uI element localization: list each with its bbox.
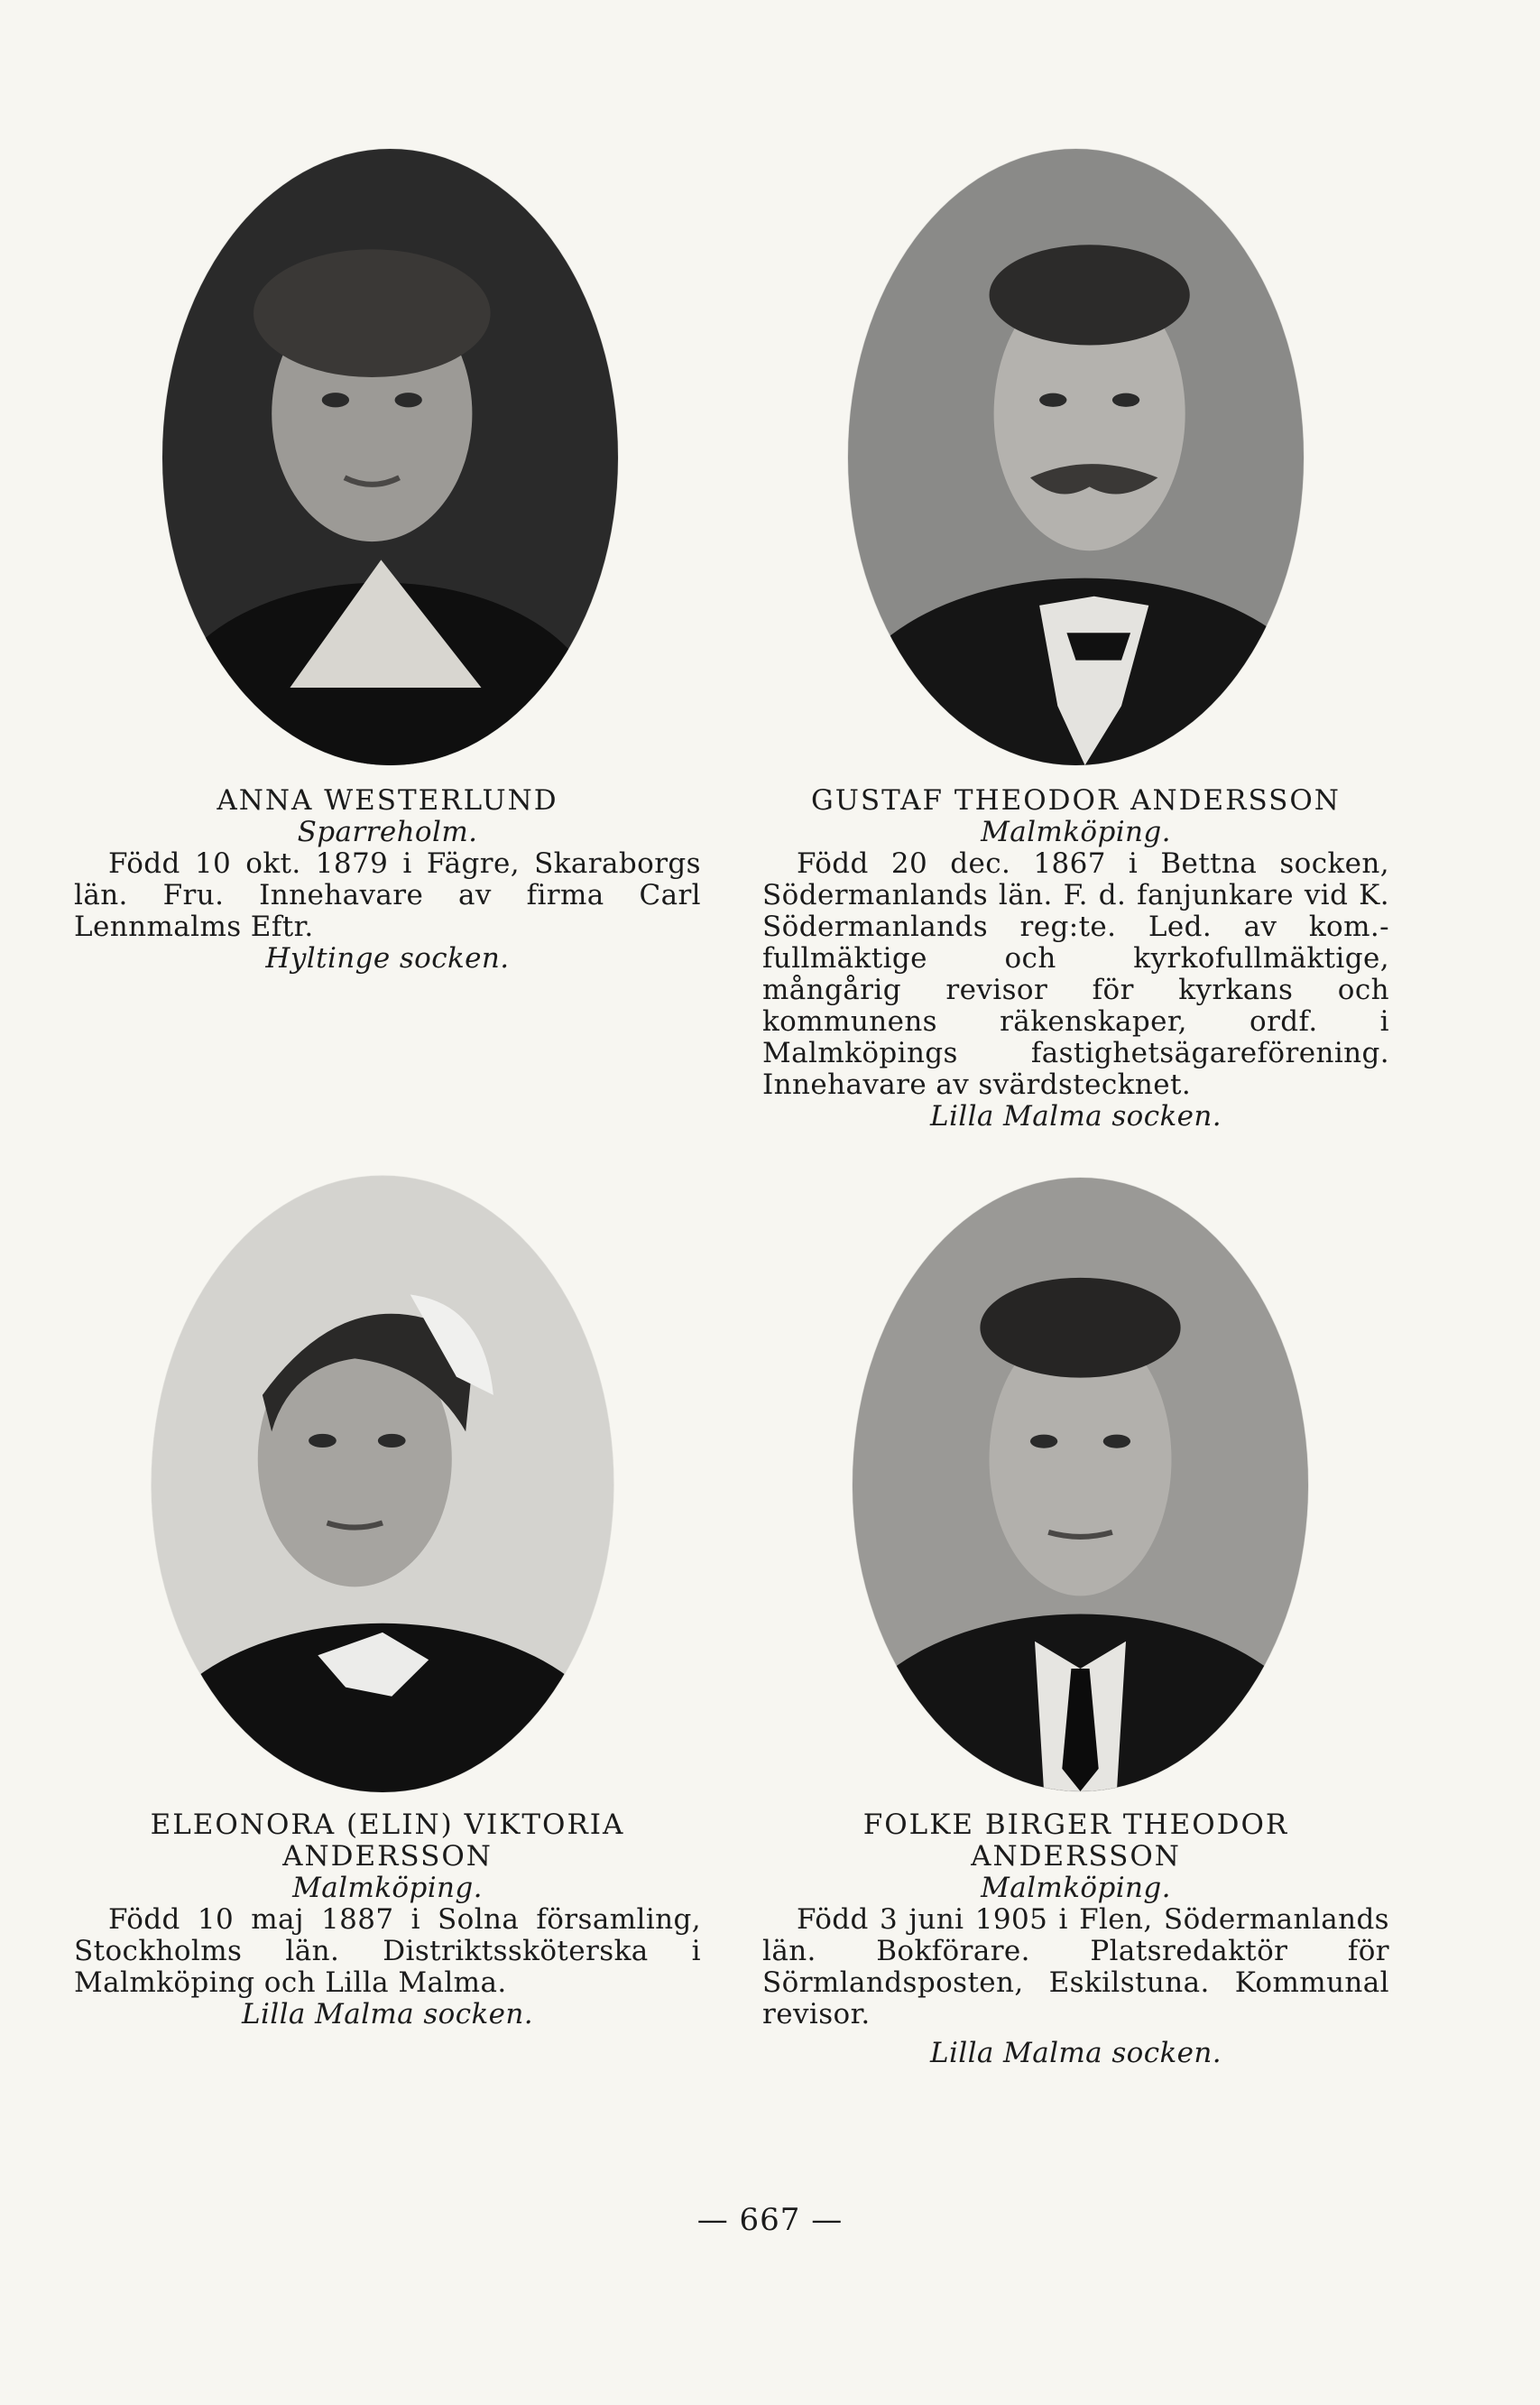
person-name: ANNA WESTERLUND <box>217 784 558 817</box>
biography: Född 3 juni 1905 i Flen, Södermanlands län. Bokförare. Platsredaktör för Sörmlandsposten, Eskilstuna. Kommunal revisor. <box>762 1903 1389 2030</box>
person-name: FOLKE BIRGER THEODOR ANDERSSON <box>862 1808 1289 1873</box>
page-number: — 667 — <box>696 2202 844 2238</box>
caption <box>74 785 701 975</box>
residence: Malmköping. <box>981 816 1171 848</box>
portrait-photo <box>848 149 1304 765</box>
parish: Lilla Malma socken. <box>241 1998 534 2030</box>
residence: Malmköping. <box>292 1872 483 1904</box>
caption <box>762 785 1389 1133</box>
person-name: GUSTAF THEODOR ANDERSSON <box>811 784 1341 817</box>
caption <box>762 1809 1389 2069</box>
residence: Malmköping. <box>981 1872 1171 1904</box>
biography: Född 20 dec. 1867 i Bettna socken, Södermanlands län. F. d. fanjunkare vid K. Södermanlands reg:te. Led. av kom.-fullmäktige och kyrkofullmäktige, mångårig revisor för kyrkans och kommunens räkenskaper, ordf. i Malmköpings fastighetsägareförening. Innehavare av svärdstecknet. <box>762 847 1389 1101</box>
person-name: ELEONORA (ELIN) VIKTORIA ANDERSSON <box>150 1808 625 1873</box>
portrait-photo <box>162 149 618 765</box>
portrait-photo <box>152 1176 613 1792</box>
biography: Född 10 okt. 1879 i Fägre, Skaraborgs län. Fru. Innehavare av firma Carl Lennmalms Eftr. <box>74 847 701 943</box>
parish: Hyltinge socken. <box>265 942 510 975</box>
caption <box>74 1809 701 2030</box>
portrait-photo <box>853 1178 1308 1791</box>
biography: Född 10 maj 1887 i Solna församling, Stockholms län. Distriktssköterska i Malmköping och Lilla Malma. <box>74 1903 701 1999</box>
residence: Sparreholm. <box>297 816 478 848</box>
parish: Lilla Malma socken. <box>929 1100 1222 1133</box>
parish: Lilla Malma socken. <box>929 2037 1222 2069</box>
